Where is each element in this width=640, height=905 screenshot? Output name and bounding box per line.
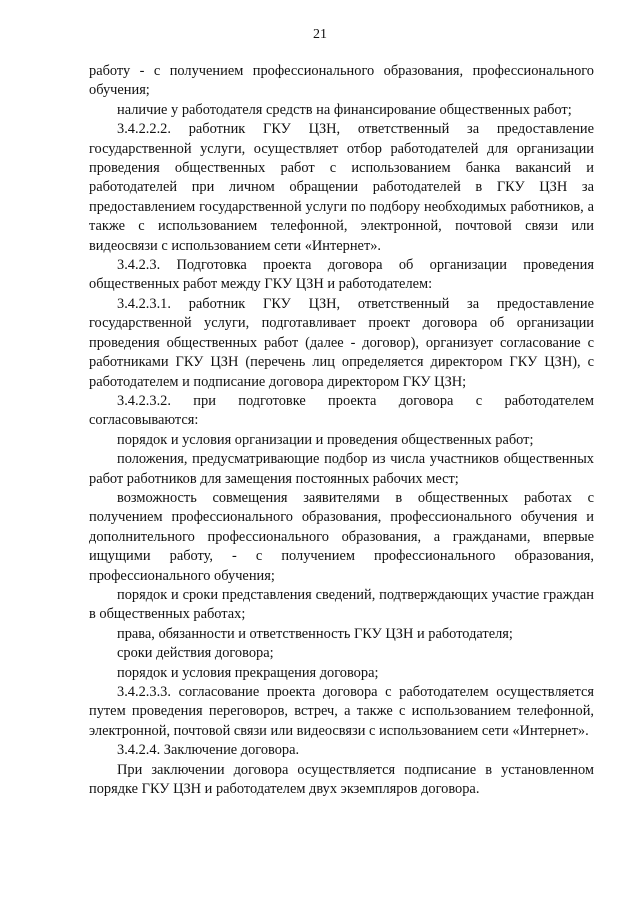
paragraph: порядок и сроки представления сведений, подтверждающих участие граждан в общественных работах; (89, 586, 594, 623)
paragraph: 3.4.2.4. Заключение договора. (117, 742, 300, 759)
paragraph: 3.4.2.3.1. работник ГКУ ЦЗН, ответственный за предоставление государственной услуги, подготавливает проект договора об организации проведения общественных работ (далее - договор), организует согласование с работниками ГКУ ЦЗН (перечень лиц определяется директором ГКУ ЦЗН), с работодателем и подписание договора директором ГКУ ЦЗН; (89, 295, 594, 390)
paragraph: работу - с получением профессионального образования, профессионального обучения; (89, 63, 594, 99)
page-number: 21 (313, 27, 327, 42)
paragraph: положения, предусматривающие подбор из числа участников общественных работ работников для замещения постоянных рабочих мест; (89, 451, 594, 487)
paragraph: сроки действия договора; (117, 645, 274, 662)
paragraph: возможность совмещения заявителями в общественных работах с получением профессионального образования, профессионального обучения и дополнительного профессионального образования, а гражданами, впервые ищущими работу, - с получением профессионального образования, профессионального обучения; (89, 489, 594, 584)
paragraph: 3.4.2.2.2. работник ГКУ ЦЗН, ответственный за предоставление государственной услуги, осуществляет отбор работодателей для организации проведения общественных работ с использованием банка вакансий и работодателей при личном обращении работодателей в ГКУ ЦЗН за предоставлением государственной услуги по подбору необходимых работников, а также с использованием телефонной, электронной, почтовой связи или видеосвязи с использованием сети «Интернет». (89, 121, 594, 254)
paragraph: порядок и условия прекращения договора; (117, 664, 379, 681)
paragraph: 3.4.2.3. Подготовка проекта договора об организации проведения общественных работ между ГКУ ЦЗН и работодателем: (89, 257, 594, 293)
paragraph: 3.4.2.3.2. при подготовке проекта договора с работодателем согласовываются: (89, 392, 594, 429)
paragraph: 3.4.2.3.3. согласование проекта договора с работодателем осуществляется путем проведения переговоров, встреч, а также с использованием телефонной, электронной, почтовой связи или видеосвязи с использованием сети «Интернет». (89, 684, 594, 739)
paragraph: При заключении договора осуществляется подписание в установленном порядке ГКУ ЦЗН и работодателем двух экземпляров договора. (89, 761, 594, 798)
paragraph: наличие у работодателя средств на финансирование общественных работ; (117, 101, 572, 118)
paragraph: права, обязанности и ответственность ГКУ ЦЗН и работодателя; (117, 625, 513, 642)
document-body (89, 62, 594, 799)
paragraph: порядок и условия организации и проведения общественных работ; (117, 431, 534, 448)
